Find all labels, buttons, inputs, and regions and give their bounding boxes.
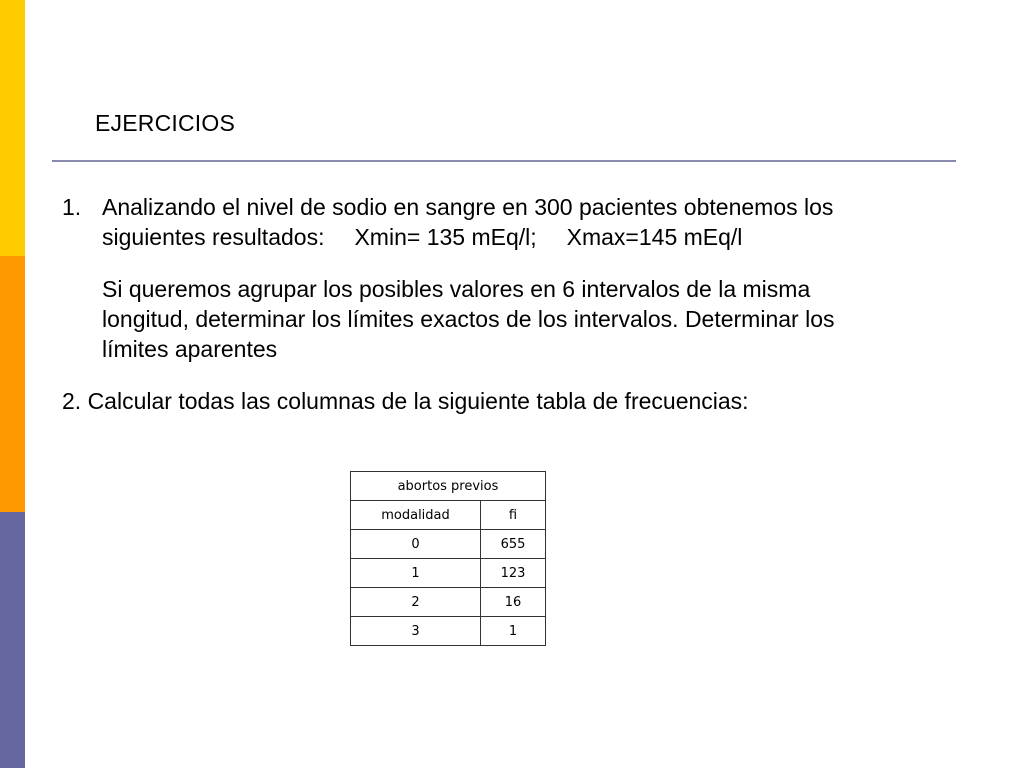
sidebar-blue-segment (0, 512, 25, 768)
exercise-1-line-1: Analizando el nivel de sodio en sangre en 300 pacientes obtenemos los (102, 194, 834, 220)
sidebar-yellow-segment (0, 0, 25, 256)
exercise-1-para2-line-2: longitud, determinar los límites exactos de los intervalos. Determinar los (102, 306, 835, 332)
slide-content (62, 192, 942, 416)
frequency-table (350, 471, 546, 646)
table-cell: 1 (481, 617, 546, 646)
results-label: siguientes resultados: (102, 224, 325, 250)
table-cell: 0 (351, 530, 481, 559)
exercise-1-para2-line-1: Si queremos agrupar los posibles valores en 6 intervalos de la misma (102, 276, 811, 302)
exercise-1-number: 1. (62, 194, 82, 220)
header-modalidad: modalidad (351, 501, 481, 530)
table-cell: 3 (351, 617, 481, 646)
title-divider (52, 160, 956, 162)
table-header-row (351, 501, 546, 530)
sidebar-orange-segment (0, 256, 25, 512)
table-caption-row (351, 472, 546, 501)
exercise-1-paragraph-2 (102, 274, 942, 364)
table-row (351, 617, 546, 646)
table-cell: 123 (481, 559, 546, 588)
exercise-1-body (102, 192, 942, 364)
xmax-value: Xmax=145 mEq/l (566, 224, 743, 250)
table-cell: 1 (351, 559, 481, 588)
exercise-1-line-2 (102, 222, 942, 252)
exercise-1 (62, 192, 942, 364)
slide-title: EJERCICIOS (95, 110, 236, 136)
table-row (351, 588, 546, 617)
exercise-2: 2. Calcular todas las columnas de la siguiente tabla de frecuencias: (62, 388, 749, 414)
table-row (351, 530, 546, 559)
table-row (351, 559, 546, 588)
table-cell: 2 (351, 588, 481, 617)
header-fi: fi (481, 501, 546, 530)
exercise-1-para2-line-3: límites aparentes (102, 336, 278, 362)
table-caption: abortos previos (351, 472, 546, 501)
xmin-value: Xmin= 135 mEq/l; (354, 224, 537, 250)
table-cell: 16 (481, 588, 546, 617)
table-cell: 655 (481, 530, 546, 559)
